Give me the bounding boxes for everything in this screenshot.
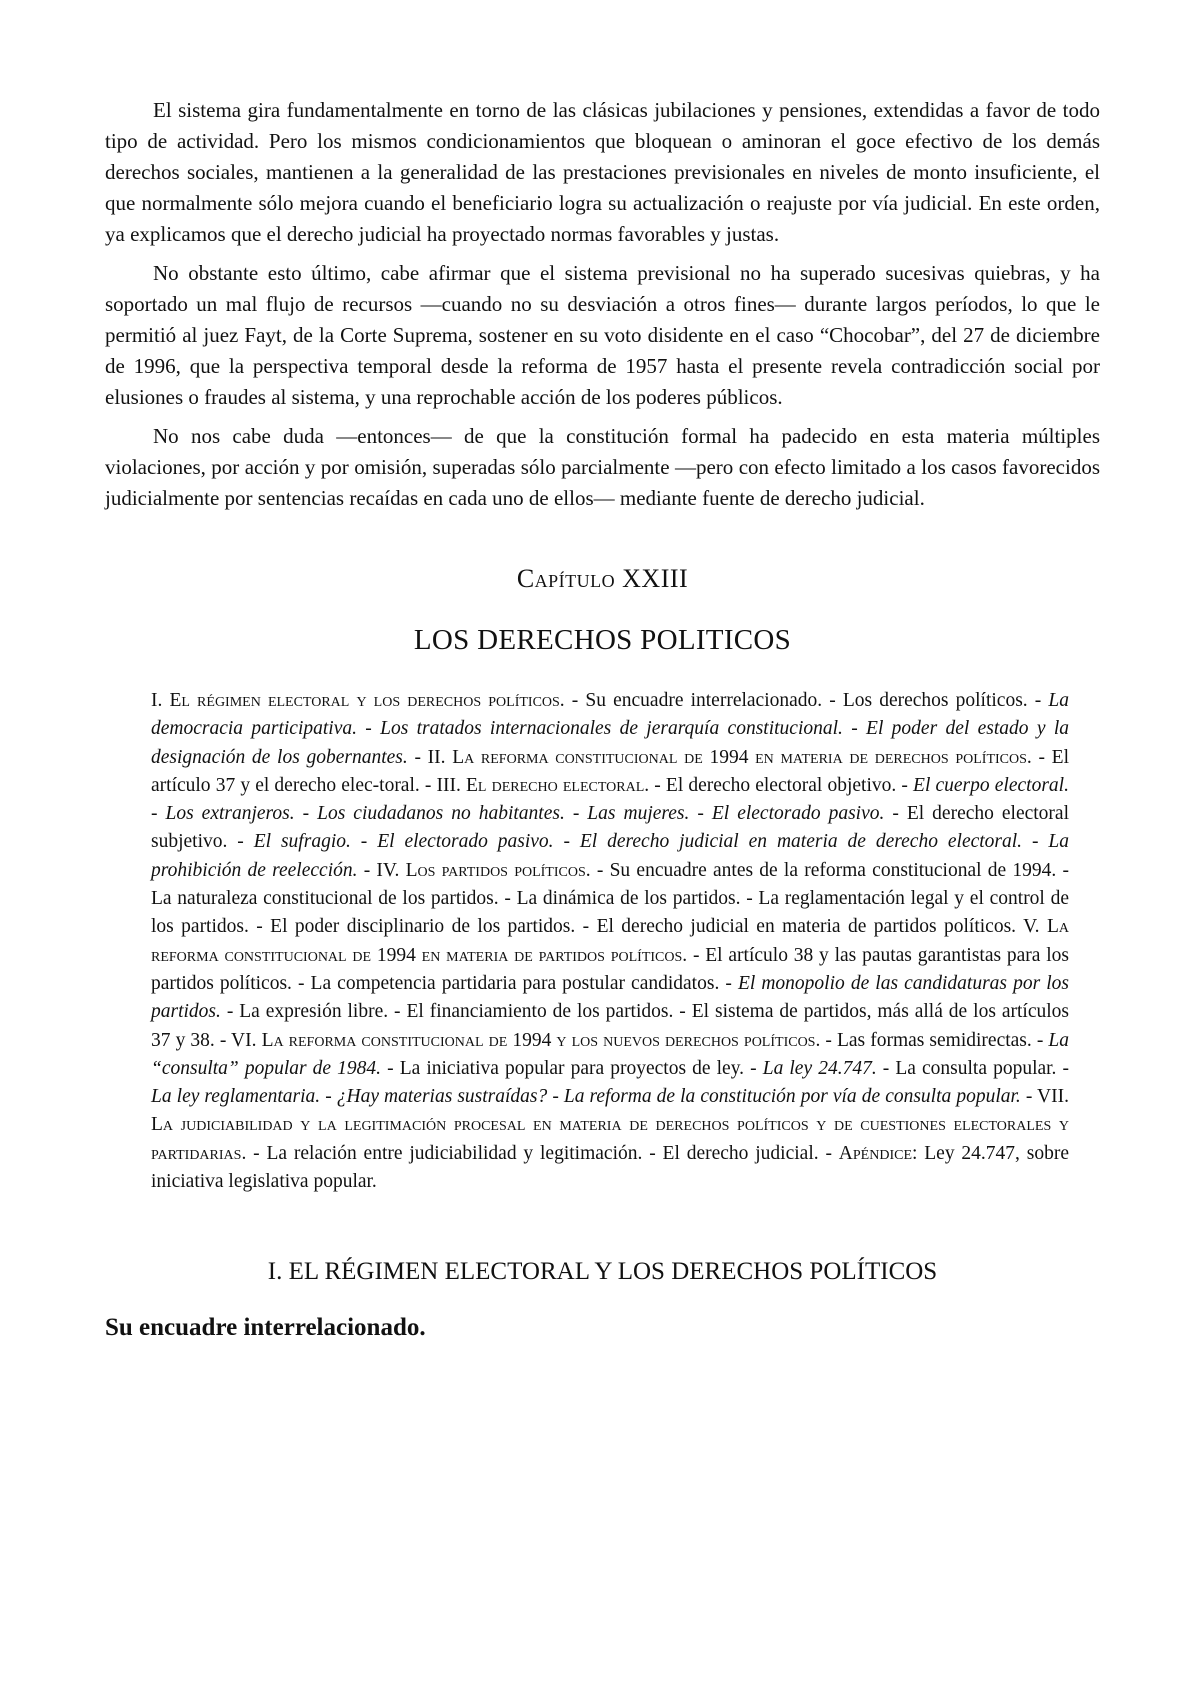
summary-run: La ley reglamentaria. - ¿Hay materias sustraídas? - La reforma de la constitución por vía de consulta popular. <box>151 1086 1021 1108</box>
summary-run: El régimen electoral y los derechos políticos. <box>169 690 565 711</box>
summary-run: La democracia participativa. - Los tratados internacionales de jerarquía constitucional. - El poder del estado y la designación de los gobernantes. <box>151 690 1069 768</box>
document-page <box>105 95 1100 1342</box>
summary-run: - El artículo 38 y las pautas garantistas para los partidos políticos. - La competencia partidaria para postular candidatos. - <box>151 944 1069 994</box>
summary-run: La reforma constitucional de 1994 en materia de partidos políticos. <box>151 916 1069 966</box>
section-heading: I. EL RÉGIMEN ELECTORAL Y LOS DERECHOS POLÍTICOS <box>267 1258 938 1286</box>
chapter-label: Capítulo <box>516 564 616 593</box>
summary-run: Los partidos políticos. <box>405 859 591 881</box>
summary-run: La reforma constitucional de 1994 en materia de derechos políticos. <box>452 746 1032 768</box>
summary-run: - IV. <box>357 859 406 881</box>
summary-run: - La consulta popular. - <box>876 1057 1070 1079</box>
summary-run: El monopolio de las candidaturas por los partidos. <box>151 972 1069 1023</box>
summary-run: Apéndice <box>838 1142 912 1164</box>
summary-run: - El artículo 37 y el derecho elec-toral. - III. <box>151 746 1069 796</box>
summary-run: El cuerpo electoral. - Los extranjeros. - Los ciudadanos no habitantes. - Las mujeres. - El electorado pasivo. <box>151 774 1069 825</box>
summary-run: La “consulta” popular de 1984. <box>151 1029 1069 1079</box>
summary-run: - La expresión libre. - El financiamiento de los partidos. - El sistema de partidos, más allá de los artículos 37 y 38. - VI. <box>151 1001 1069 1051</box>
summary-run: La judiciabilidad y la legitimación procesal en materia de derechos políticos y de cuestiones electorales y partidarias. <box>151 1114 1069 1164</box>
body-paragraph-2: No obstante esto último, cabe afirmar que el sistema previsional no ha superado sucesivas quiebras, y ha soportado un mal flujo de recursos —cuando no su desviación a otros fines— durante largos períodos, lo que le permitió al juez Fayt, de la Corte Suprema, sostener en su voto disidente en el caso “Chocobar”, del 27 de diciembre de 1996, que la perspectiva temporal desde la reforma de 1957 hasta el presente revela contradicción social por elusiones o fraudes al sistema, y una reprochable acción de los poderes públicos. <box>105 261 1100 409</box>
summary-run: - VII. <box>1020 1086 1069 1108</box>
chapter-title: LOS DERECHOS POLITICOS <box>413 624 792 656</box>
summary-run: La reforma constitucional de 1994 y los nuevos derechos políticos. <box>261 1029 821 1051</box>
chapter-roman-number: XXIII <box>622 564 689 593</box>
body-paragraph-1: El sistema gira fundamentalmente en torno de las clásicas jubilaciones y pensiones, extendidas a favor de todo tipo de actividad. Pero los mismos condicionamientos que bloquean o aminoran el goce efectivo de los demás derechos sociales, mantienen a la generalidad de las prestaciones previsionales en niveles de monto insuficiente, el que normalmente sólo mejora cuando el beneficiario logra su actualización o reajuste por vía judicial. En este orden, ya explicamos que el derecho judicial ha proyectado normas favorables y justas. <box>105 98 1100 246</box>
summary-run: - Su encuadre interrelacionado. - Los derechos políticos. - <box>564 690 1049 711</box>
summary-run: : Ley 24.747, sobre iniciativa legislativa popular. <box>151 1142 1069 1193</box>
summary-run: - La iniciativa popular para proyectos de ley. - <box>381 1057 763 1079</box>
body-paragraph-3: No nos cabe duda —entonces— de que la constitución formal ha padecido en esta materia múltiples violaciones, por acción y por omisión, superadas sólo parcialmente —pero con efecto limitado a los casos favorecidos judicialmente por sentencias recaídas en cada uno de ellos— mediante fuente de derecho judicial. <box>105 424 1100 510</box>
chapter-summary <box>151 687 1069 1196</box>
chapter-number <box>105 564 1100 594</box>
summary-run: La ley 24.747. <box>762 1057 877 1079</box>
summary-run: I. <box>151 690 170 711</box>
sub-heading: Su encuadre interrelacionado. <box>105 1314 426 1342</box>
summary-run: - Las formas semidirectas. - <box>820 1029 1049 1051</box>
summary-run: El derecho electoral. <box>466 774 650 796</box>
summary-run: - La relación entre judiciabilidad y legitimación. - El derecho judicial. - <box>246 1142 839 1164</box>
summary-run: - Su encuadre antes de la reforma constitucional de 1994. - La naturaleza constitucional de los partidos. - La dinámica de los partidos. - La reglamentación legal y el control de los partidos. - El poder disciplinario de los partidos. - El derecho judicial en materia de partidos políticos. V. <box>151 859 1070 938</box>
summary-run: - El derecho electoral objetivo. - <box>649 774 914 796</box>
summary-run: - II. <box>407 746 453 768</box>
summary-run: - El derecho electoral subjetivo. - <box>151 803 1069 853</box>
summary-run: El sufragio. - El electorado pasivo. - El derecho judicial en materia de derecho electoral. - La prohibición de reelección. <box>151 831 1069 881</box>
